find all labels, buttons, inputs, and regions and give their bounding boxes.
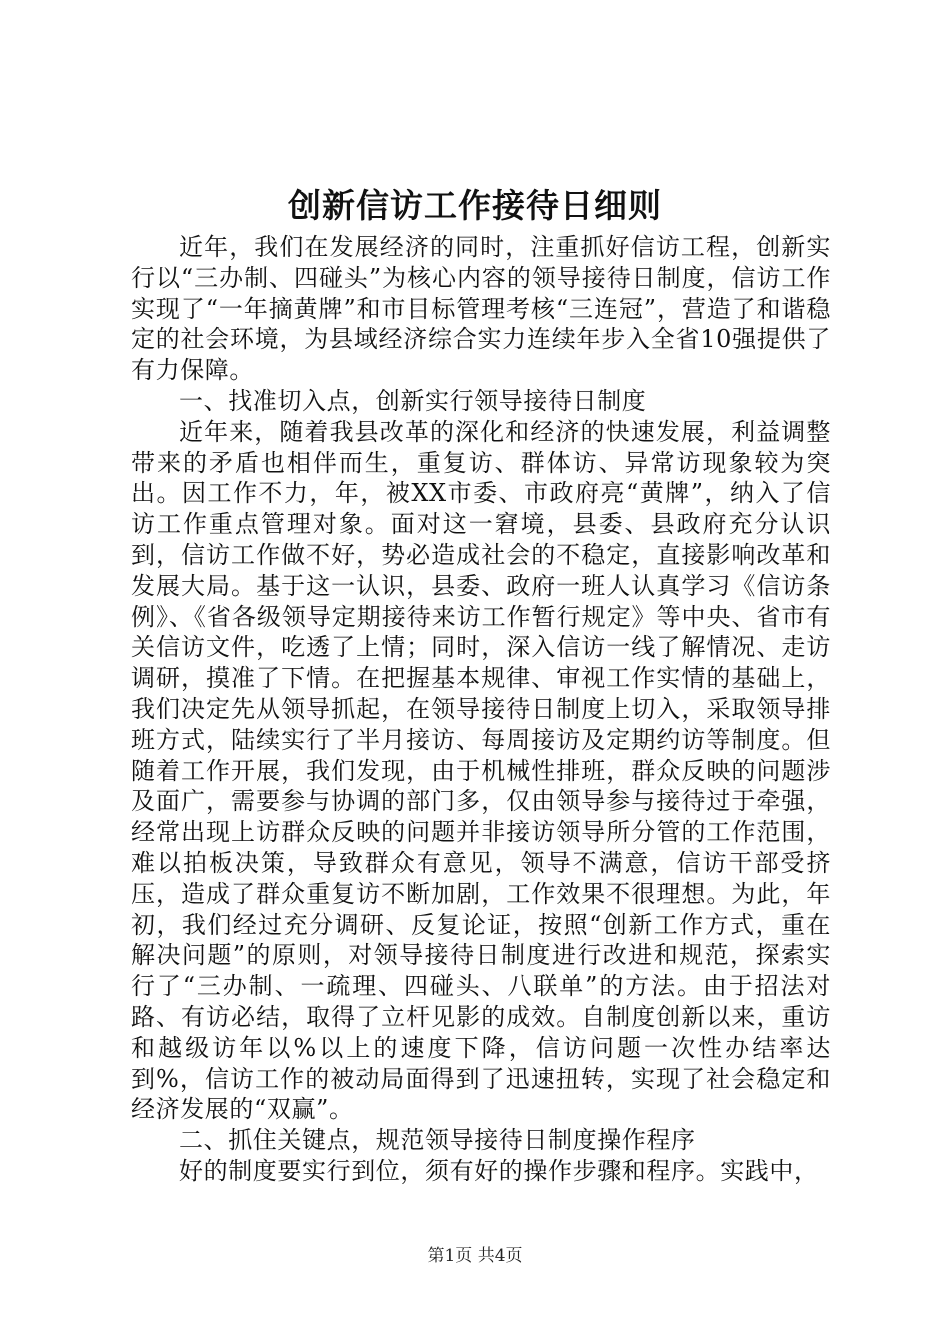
section-heading-1: 一、找准切入点，创新实行领导接待日制度: [179, 386, 647, 415]
paragraph-section-2: 好的制度要实行到位，须有好的操作步骤和程序。实践中，: [179, 1156, 819, 1185]
page-title: 创新信访工作接待日细则: [288, 186, 662, 225]
paragraph-intro: 近年，我们在发展经济的同时，注重抓好信访工程，创新实行以“三办制、四碰头”为核心内容的领导接待日制度，信访工作实现了“一年摘黄牌”和市目标管理考核“三连冠”，营造了和谐稳定的社会环境，为县域经济综合实力连续年步入全省10强提供了有力保障。: [131, 233, 831, 385]
section-heading-2: 二、抓住关键点，规范领导接待日制度操作程序: [179, 1126, 696, 1155]
paragraph-section-1: 近年来，随着我县改革的深化和经济的快速发展，利益调整带来的矛盾也相伴而生，重复访、群体访、异常访现象较为突出。因工作不力，年，被XX市委、市政府亮“黄牌”，纳入了信访工作重点管理对象。面对这一窘境，县委、县政府充分认识到，信访工作做不好，势必造成社会的不稳定，直接影响改革和发展大局。基于这一认识，县委、政府一班人认真学习《信访条例》、《省各级领导定期接待来访工作暂行规定》等中央、省市有关信访文件，吃透了上情；同时，深入信访一线了解情况、走访调研，摸准了下情。在把握基本规律、审视工作实情的基础上，我们决定先从领导抓起，在领导接待日制度上切入，采取领导排班方式，陆续实行了半月接访、每周接访及定期约访等制度。但随着工作开展，我们发现，由于机械性排班，群众反映的问题涉及面广，需要参与协调的部门多，仅由领导参与接待过于牵强，经常出现上访群众反映的问题并非接访领导所分管的工作范围，难以拍板决策，导致群众有意见，领导不满意，信访干部受挤压，造成了群众重复访不断加剧，工作效果不很理想。为此，年初，我们经过充分调研、反复论证，按照“创新工作方式，重在解决问题”的原则，对领导接待日制度进行改进和规范，探索实行了“三办制、一疏理、四碰头、八联单”的方法。由于招法对路、有访必结，取得了立杆见影的成效。自制度创新以来，重访和越级访年以%以上的速度下降，信访问题一次性办结率达到%，信访工作的被动局面得到了迅速扭转，实现了社会稳定和经济发展的“双赢”。: [131, 417, 831, 1124]
document-body: [131, 232, 831, 1187]
page-footer: 第1页 共4页: [427, 1246, 523, 1266]
